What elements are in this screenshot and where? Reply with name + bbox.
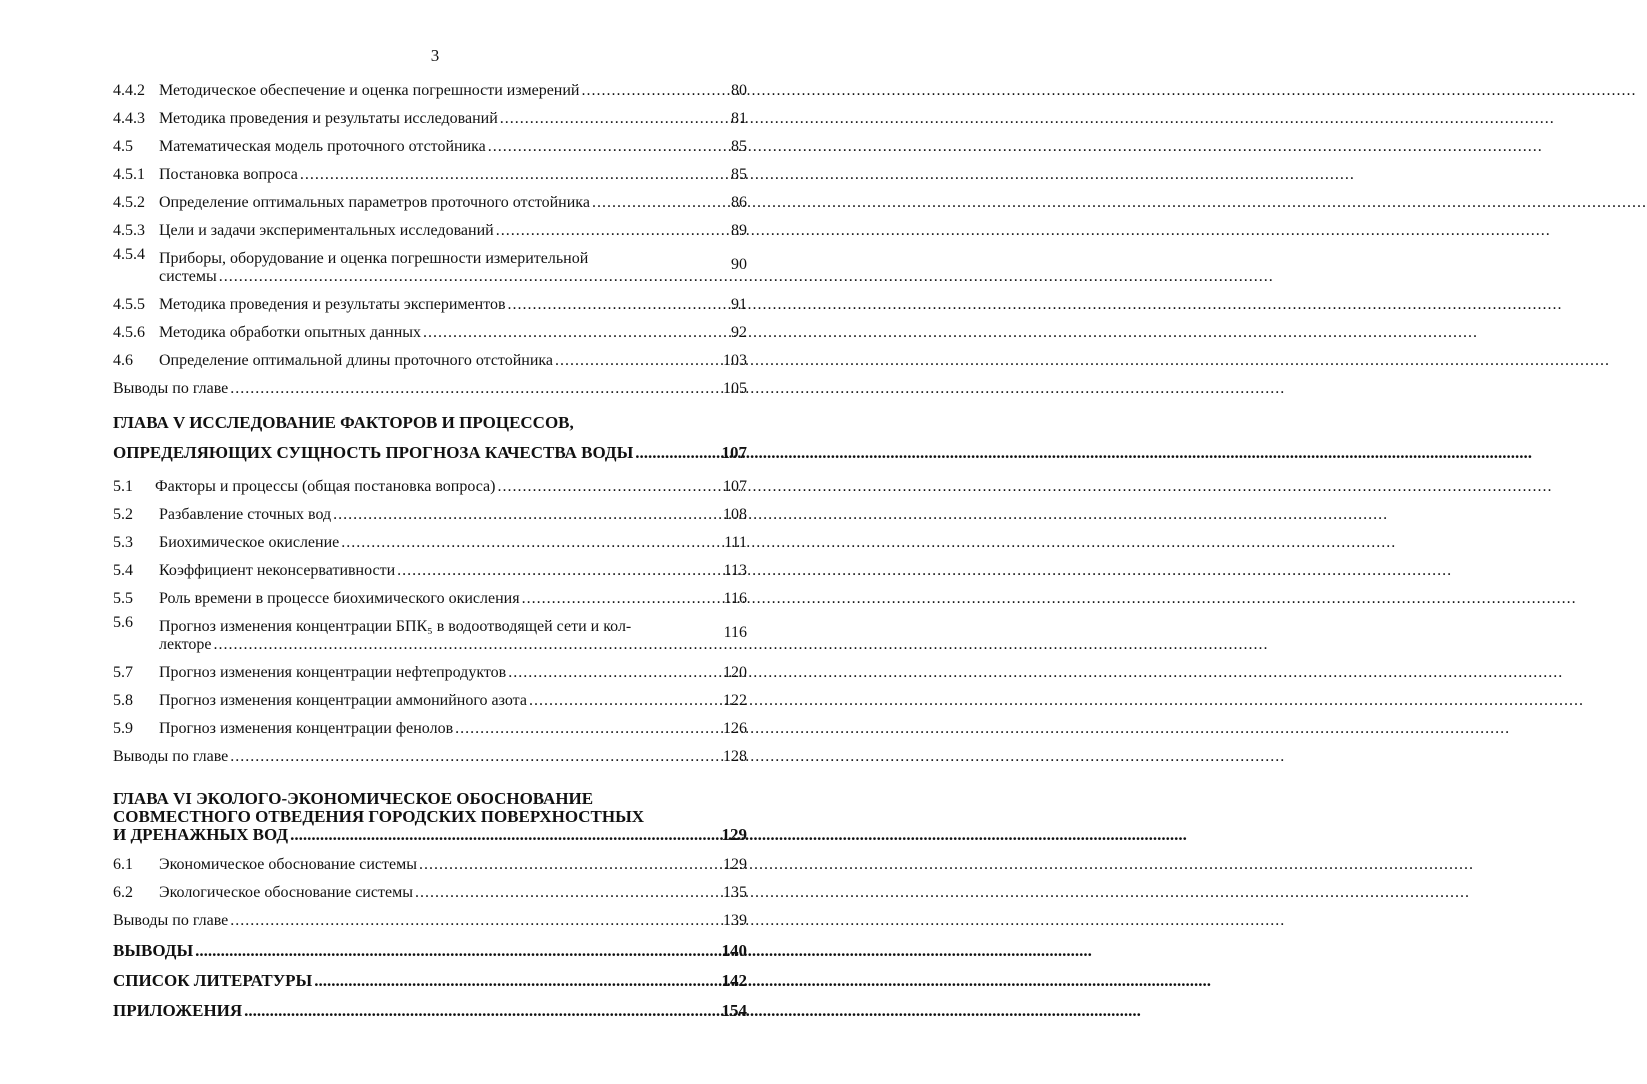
toc-entry-4-5-1[interactable] — [113, 160, 747, 188]
entry-page: 122 — [723, 692, 747, 709]
entry-title: Математическая модель проточного отстойника — [159, 138, 486, 155]
dot-leader — [290, 826, 719, 844]
entry-number: 4.5.2 — [113, 194, 145, 211]
entry-page: 85 — [731, 166, 747, 183]
dot-leader — [341, 534, 721, 552]
entry-title: Прогноз изменения концентрации нефтепродуктов — [159, 664, 507, 681]
toc-chapter-6[interactable] — [113, 770, 747, 850]
table-of-contents — [113, 76, 747, 1024]
toc-entry-4-5[interactable] — [113, 132, 747, 160]
entry-page: 120 — [723, 664, 747, 681]
entry-title: Методическое обеспечение и оценка погрешности измерений — [159, 82, 580, 99]
entry-number: 4.6 — [113, 352, 133, 369]
toc-entry-4-5-3[interactable] — [113, 216, 747, 244]
dot-leader — [214, 636, 721, 654]
entry-page: 91 — [731, 296, 747, 313]
entry-number: 6.1 — [113, 856, 133, 873]
entry-title: Определение оптимальных параметров проточного отстойника — [159, 194, 590, 211]
toc-entry-4-5-2[interactable] — [113, 188, 747, 216]
toc-entry-5-8[interactable] — [113, 686, 747, 714]
toc-entry-conclusions-ch5[interactable] — [113, 742, 747, 770]
dot-leader — [333, 506, 721, 524]
entry-number: 5.2 — [113, 506, 133, 523]
entry-number: 5.8 — [113, 692, 133, 709]
entry-title: Определение оптимальной длины проточного отстойника — [159, 352, 554, 369]
toc-entry-4-5-6[interactable] — [113, 318, 747, 346]
toc-entry-4-6[interactable] — [113, 346, 747, 374]
chapter-title-line-1: ГЛАВА VI ЭКОЛОГО-ЭКОНОМИЧЕСКОЕ ОБОСНОВАНИЕ — [113, 789, 594, 808]
entry-title-line-2: системы — [159, 268, 217, 285]
entry-page: 89 — [731, 222, 747, 239]
entry-page: 129 — [723, 856, 747, 873]
entry-page: 111 — [724, 534, 747, 551]
page-number: 3 — [430, 46, 440, 65]
entry-title: ВЫВОДЫ — [113, 941, 194, 960]
entry-title: Прогноз изменения концентрации аммонийного азота — [159, 692, 527, 709]
dot-leader — [230, 380, 721, 398]
entry-page: 81 — [731, 110, 747, 127]
dot-leader — [423, 324, 721, 342]
entry-page: 85 — [731, 138, 747, 155]
dot-leader — [508, 296, 721, 314]
dot-leader — [455, 720, 721, 738]
entry-title: Биохимическое окисление — [159, 534, 340, 551]
dot-leader — [230, 748, 721, 766]
dot-leader — [300, 166, 721, 184]
toc-entry-5-7[interactable] — [113, 658, 747, 686]
dot-leader — [508, 664, 721, 682]
entry-title: Прогноз изменения концентрации фенолов — [159, 720, 454, 737]
entry-title: Экономическое обоснование системы — [159, 856, 417, 873]
entry-page: 113 — [723, 562, 747, 579]
entry-number: 4.5.4 — [113, 246, 145, 263]
entry-number: 4.5 — [113, 138, 133, 155]
entry-page: 80 — [731, 82, 747, 99]
entry-title: СПИСОК ЛИТЕРАТУРЫ — [113, 971, 313, 990]
entry-page: 107 — [723, 478, 747, 495]
chapter-title-line-2: ОПРЕДЕЛЯЮЩИХ СУЩНОСТЬ ПРОГНОЗА КАЧЕСТВА ВОДЫ — [113, 443, 634, 462]
entry-page: 128 — [723, 748, 747, 765]
entry-number: 5.5 — [113, 590, 133, 607]
dot-leader — [195, 942, 719, 960]
entry-number: 4.5.3 — [113, 222, 145, 239]
toc-entry-5-9[interactable] — [113, 714, 747, 742]
entry-number: 4.5.5 — [113, 296, 145, 313]
dot-leader — [529, 692, 721, 710]
entry-title: Методика проведения и результаты исследований — [159, 110, 498, 127]
entry-title: Выводы по главе — [113, 912, 229, 929]
entry-title: ПРИЛОЖЕНИЯ — [113, 1001, 243, 1020]
dot-leader — [497, 478, 721, 496]
toc-entry-5-3[interactable] — [113, 528, 747, 556]
entry-title: Экологическое обоснование системы — [159, 884, 413, 901]
entry-title: Постановка вопроса — [159, 166, 298, 183]
entry-title: Разбавление сточных вод — [159, 506, 332, 523]
entry-page: 139 — [723, 912, 747, 929]
dot-leader — [419, 856, 721, 874]
entry-page: 135 — [723, 884, 747, 901]
toc-chapter-5-line-2[interactable] — [113, 436, 747, 466]
entry-page: 103 — [723, 352, 747, 369]
dot-leader — [581, 82, 721, 100]
dot-leader — [415, 884, 721, 902]
entry-title-line-1: Прогноз изменения концентрации БПК₅ в водоотводящей сети и кол- — [159, 618, 632, 635]
entry-page: 90 — [731, 256, 747, 273]
toc-entry-5-4[interactable] — [113, 556, 747, 584]
dot-leader — [488, 138, 721, 156]
dot-leader — [592, 194, 721, 212]
entry-page: 129 — [721, 825, 747, 844]
entry-title: Выводы по главе — [113, 380, 229, 397]
dot-leader — [397, 562, 721, 580]
toc-entry-references[interactable] — [113, 964, 747, 994]
dot-leader — [219, 268, 721, 286]
entry-page: 154 — [721, 1001, 747, 1020]
toc-entry-5-5[interactable] — [113, 584, 747, 612]
toc-entry-6-1[interactable] — [113, 850, 747, 878]
chapter-title-line-2: СОВМЕСТНОГО ОТВЕДЕНИЯ ГОРОДСКИХ ПОВЕРХНОСТНЫХ — [113, 807, 645, 826]
entry-title: Факторы и процессы (общая постановка вопроса) — [155, 478, 496, 495]
entry-title-line-1: Приборы, оборудование и оценка погрешности измерительной — [159, 250, 589, 267]
toc-entry-4-5-4[interactable] — [113, 244, 747, 290]
toc-entry-5-6[interactable] — [113, 612, 747, 658]
entry-page: 116 — [723, 624, 747, 641]
toc-entry-4-4-2[interactable] — [113, 76, 747, 104]
toc-entry-6-2[interactable] — [113, 878, 747, 906]
entry-page: 86 — [731, 194, 747, 211]
entry-number: 5.1 — [113, 478, 133, 495]
dot-leader — [230, 912, 721, 930]
chapter-title-line-3: И ДРЕНАЖНЫХ ВОД — [113, 825, 289, 844]
dot-leader — [244, 1002, 719, 1020]
dot-leader — [635, 444, 719, 462]
entry-page: 142 — [721, 971, 747, 990]
chapter-title-line-1: ГЛАВА V ИССЛЕДОВАНИЕ ФАКТОРОВ И ПРОЦЕССОВ, — [113, 413, 574, 432]
toc-entry-4-5-5[interactable] — [113, 290, 747, 318]
entry-number: 6.2 — [113, 884, 133, 901]
entry-title: Коэффициент неконсервативности — [159, 562, 396, 579]
entry-number: 5.6 — [113, 614, 133, 631]
toc-entry-5-1[interactable] — [113, 472, 747, 500]
entry-title: Методика обработки опытных данных — [159, 324, 422, 341]
entry-page: 108 — [723, 506, 747, 523]
entry-page: 126 — [723, 720, 747, 737]
dot-leader — [555, 352, 721, 370]
entry-page: 105 — [723, 380, 747, 397]
entry-page: 140 — [721, 941, 747, 960]
entry-title: Выводы по главе — [113, 748, 229, 765]
toc-entry-appendices[interactable] — [113, 994, 747, 1024]
entry-number: 4.4.2 — [113, 82, 145, 99]
toc-entry-conclusions-ch6[interactable] — [113, 906, 747, 934]
toc-entry-conclusions-ch4[interactable] — [113, 374, 747, 402]
toc-entry-4-4-3[interactable] — [113, 104, 747, 132]
entry-page: 107 — [721, 443, 747, 462]
dot-leader — [496, 222, 721, 240]
entry-title: Цели и задачи экспериментальных исследований — [159, 222, 494, 239]
entry-number: 5.9 — [113, 720, 133, 737]
entry-title-line-2: лекторе — [159, 636, 212, 653]
dot-leader — [314, 972, 719, 990]
toc-entry-conclusions[interactable] — [113, 934, 747, 964]
entry-page: 116 — [723, 590, 747, 607]
entry-number: 4.4.3 — [113, 110, 145, 127]
entry-page: 92 — [731, 324, 747, 341]
toc-chapter-5-line-1[interactable] — [113, 402, 747, 436]
dot-leader — [500, 110, 721, 128]
toc-entry-5-2[interactable] — [113, 500, 747, 528]
entry-number: 4.5.6 — [113, 324, 145, 341]
entry-title: Роль времени в процессе биохимического окисления — [159, 590, 520, 607]
entry-title: Методика проведения и результаты экспериментов — [159, 296, 506, 313]
entry-number: 5.7 — [113, 664, 133, 681]
entry-number: 4.5.1 — [113, 166, 145, 183]
entry-number: 5.3 — [113, 534, 133, 551]
dot-leader — [522, 590, 721, 608]
entry-number: 5.4 — [113, 562, 133, 579]
